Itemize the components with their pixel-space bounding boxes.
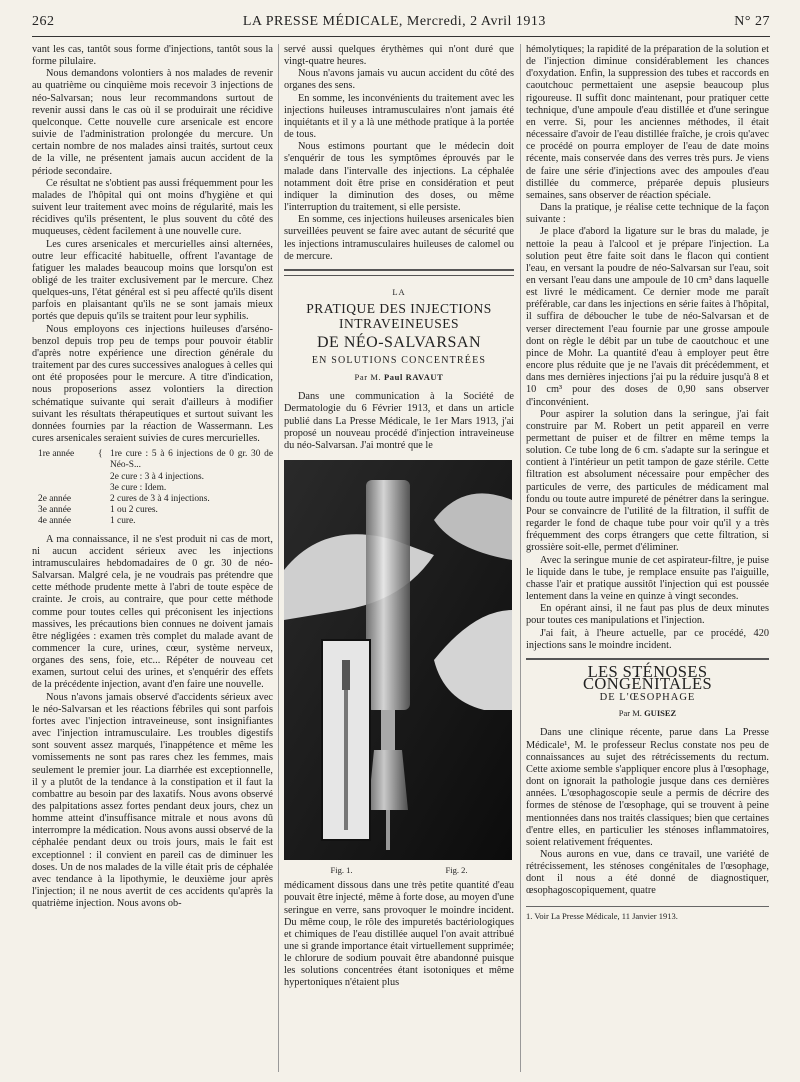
journal-title: LA PRESSE MÉDICALE, Mercredi, 2 Avril 1913 [242, 14, 546, 29]
title-article: LA [392, 286, 406, 297]
figure-photo [284, 460, 512, 860]
paragraph: Pour aspirer la solution dans la seringue, j'ai fait construire par M. Robert un petit appareil en verre permettant de puiser et de filtrer en même temps la solution. Ce tube long de 6 cm. s'adapte sur la seringue et contient à l'intérieur un petit tampon de gaze stérile. Cette filtration est absolument nécessaire pour empêcher des particules de verre, des particules de médicament mal fondu ou toute autre impureté de pénétrer dans la seringue. Pour se convaincre de l'utilité de la filtration, il suffit de regarder le fond de chaque tube pour voir qu'il y a très fréquemment des corps étrangers que cette filtration, si grossière soit-elle, permet d'éliminer. [526, 408, 769, 554]
paragraph: Nous n'avons jamais vu aucun accident du côté des organes des sens. [284, 68, 514, 92]
paragraph: Ce résultat ne s'obtient pas aussi fréquemment pour les malades de l'hôpital qui ont moins d'hygiène et qui suivent leur traitement avec moins de régularité, mais les récidives qu'ils présentent, le plus souvent du côté des muqueuses, cèdent facilement à une nouvelle cure. [32, 177, 273, 238]
paragraph: Dans une communication à la Société de Dermatologie du 6 Février 1913, et dans un article publié dans La Presse Médicale, le 1er Mars 1913, j'ai proposé un nouveau procédé d'injection intraveineuse du néo-Salvarsan. J'ai montré que le [284, 391, 514, 451]
paragraph: médicament dissous dans une très petite quantité d'eau pouvait être injecté, même à forte dose, au moyen d'une seringue en verre, sans provoquer le moindre incident. Du même coup, le rôle des impuretés bactériologiques et chimiques de l'eau distillée auquel l'on avait attribué une si grande importance était virtuellement supprimée; le chlorure de sodium pouvait être abandonné puisque les solutions concentrées étant isotoniques et même hypertoniques n'étaient plus [284, 880, 514, 989]
syringe-photo-illustration [284, 460, 512, 860]
page-number: 262 [32, 14, 55, 29]
article2-subtitle: DE L'ŒSOPHAGE [599, 692, 696, 704]
schedule-year: 4e année [38, 516, 72, 527]
issue-number: N° 27 [734, 14, 770, 29]
paragraph: J'ai fait, à l'heure actuelle, par ce procédé, 420 injections sans le moindre incident. [526, 627, 769, 651]
paragraph: Je place d'abord la ligature sur le bras du malade, je nettoie la peau à l'alcool et je prépare l'injection. La solution peut être faite soit dans le flacon qui contient l'eau, en versant la poudre de néo-Salvarsan sur l'eau, soit en versant l'eau dans une ampoule de 10 cm³ dans laquelle est livré le médicament. Ce dernier mode me paraît préférable, car dans les injections en série faites à l'hôpital, il suffira de déboucher le tube de néo-Salvarsan et de verser directement l'eau fournie par une grosse ampoule dont on règle le débit par un tube de caoutchouc et une pince de Mohr. La quantité d'eau à employer peut être encore plus réduite que je ne l'avais dit précédemment, et dans mes dernières injections j'ai pu la réduire jusqu'à 8 et 10 cm³ pour des doses de 0,90 sans observer d'inconvénient. [526, 226, 769, 408]
paragraph: Nous aurons en vue, dans ce travail, une variété de rétrécissement, les sténoses congénitales de l'œsophage, dont il nous a été donné de diagnostiquer, œsophagoscopiquement, quatre [526, 849, 769, 897]
paragraph: A ma connaissance, il ne s'est produit ni cas de mort, ni aucun accident sérieux avec les injections intramusculaires hebdomadaires de 0 gr. 30 de néo-Salvarsan. Malgré cela, je ne voudrais pas prétendre que cette méthode prudente mette à l'abri de toute espèce de crainte. Je crois, au contraire, que pour cette méthode comme pour toutes celles qui préconisent les injections massives, les précautions bien connues ne doivent jamais être négligées : examen très complet du malade avant de commencer la cure, urines, cœur, système nerveux, organes des sens, foie, etc... Répéter de nouveau cet examen, surtout celui des urines, et s'enquérir des effets de la précédente injection, avant d'en faire une nouvelle. [32, 533, 273, 691]
paragraph: Avec la seringue munie de cet aspirateur-filtre, je puise le liquide dans le tube, je remplace ensuite pas l'aiguille, chasse l'air et pratique aussitôt l'injection qui est poussée lentement dans la veine en quinze à vingt secondes. [526, 554, 769, 603]
paragraph: Nous n'avons jamais observé d'accidents sérieux avec le néo-Salvarsan et les réactions fébriles qui sont parfois fortes avec l'injection intraveineuse, sont insignifiantes avec l'injection intramusculaire. Les troubles digestifs sont souvent assez marqués, l'inappétence et même les vomissements ne sont pas rares chez les femmes, mais seulement le premier jour. La diarrhée est exceptionnelle, il y a plutôt de la tendance à la constipation et il faut la combattre au besoin par des laxatifs. Nous avons observé des palpitations assez fortes pendant deux jours, chez un homme atteint d'insuffisance mitrale et nous avons dû interrompre la médication. Nous avons aussi observé de la céphalée pendant deux ou trois jours, mais le fait est exceptionnel : il convient en pareil cas de diminuer les doses. Un de nos malades de la ville était pris de céphalée avec tendance à la lipothymie, le deuxième jour après l'injection; il ne nous avertit de ces accidents qu'après la quatrième injection. Nous avons ob- [32, 691, 273, 910]
paragraph: servé aussi quelques érythèmes qui n'ont duré que vingt-quatre heures. [284, 44, 514, 68]
figure-captions [284, 864, 514, 876]
schedule-item: 2 cures de 3 à 4 injections. [110, 493, 210, 504]
article-title-block [284, 286, 514, 383]
paragraph: Nous estimons pourtant que le médecin doit s'enquérir de tous les symptômes éprouvés par le malade dans l'intervalle des injections. La céphalée notamment doit être prise en considération et peut indiquer la diminution des doses, ou même l'interruption du traitement, si elle persiste. [284, 141, 514, 214]
figure-caption: Fig. 2. [445, 865, 468, 876]
article-title-line2: DE NÉO-SALVARSAN [316, 333, 482, 351]
schedule-row [32, 516, 273, 527]
article-title-line1: PRATIQUE DES INJECTIONS INTRAVEINEUSES [306, 300, 492, 331]
treatment-schedule [32, 449, 273, 527]
paragraph: En somme, les inconvénients du traitement avec les injections huileuses intramusculaires n'ont jamais été inquiétants et il y a là une méthode pratique à la portée de tous. [284, 92, 514, 141]
schedule-year: 2e année [38, 493, 72, 504]
schedule-item: 1 ou 2 cures. [110, 505, 158, 516]
schedule-item: 1re cure : 5 à 6 injections de 0 gr. 30 de Néo-S... [110, 449, 273, 471]
column-divider [278, 44, 279, 1072]
section-rule [284, 275, 514, 276]
paragraph: Dans la pratique, je réalise cette technique de la façon suivante : [526, 202, 769, 226]
header-rule [32, 36, 770, 37]
section-rule [284, 269, 514, 271]
paragraph: Nous employons ces injections huileuses d'arséno-benzol depuis trop peu de temps pour pouvoir établir d'après notre expérience une direction générale du traitement par des cures successives analogues à celles qui ont été proposées pour le mercure. A titre d'indication, nous proposerions assez volontiers la direction schématique suivante qui serait d'ailleurs à modifier suivant les résultats thérapeutiques et surtout suivant les données fournies par la réaction de Wassermann. Les cures arsenicales seraient suivies de cures mercurielles. [32, 323, 273, 444]
middle-column [284, 44, 514, 1074]
article2-title: LES STÉNOSES CONGÉNITALES [582, 661, 713, 693]
article-author: Par M. Paul RAVAUT [354, 372, 444, 383]
footnote: 1. Voir La Presse Médicale, 11 Janvier 1913. [526, 906, 769, 922]
article-subtitle: EN SOLUTIONS CONCENTRÉES [311, 354, 487, 366]
schedule-row [32, 505, 273, 516]
schedule-row [32, 494, 273, 505]
paragraph: hémolytiques; la rapidité de la préparation de la solution et de l'injection diminue considérablement les chances d'oxydation. Enfin, la suppression des tubes et raccords en caoutchouc permettaient une asepsie beaucoup plus rigoureuse. Il suffit donc maintenant, pour pratiquer cette technique, d'une ampoule d'eau distillée et d'une seringue en verre. Si, pour les anciennes méthodes, il était nécessaire d'avoir de l'eau distillée fraîche, je crois qu'avec ce procédé on pourra employer de l'eau de date moins récente, mais conservée dans des verres très purs. Je viens de faire une série d'injections avec des ampoules d'eau distillée du commerce, préparée depuis plusieurs semaines, sans observer de réaction spéciale. [526, 44, 769, 201]
paragraph: En somme, ces injections huileuses arsenicales bien surveillées peuvent se faire avec autant de sécurité que les injections intramusculaires huileuses de calomel ou de mercure. [284, 214, 514, 262]
right-column [526, 44, 769, 1074]
paragraph: En opérant ainsi, il ne faut pas plus de deux minutes pour toutes ces manipulations et l'injection. [526, 603, 769, 627]
paragraph: Dans une clinique récente, parue dans La Presse Médicale¹, M. le professeur Reclus constate nos peu de connaissances au sujet des rétrécissements du rectum. Cette axiome semble s'appliquer encore plus à l'œsophage, dont on ignorait la pathologie jusque dans ces dernières années. L'œsophagoscopie seule a permis de décrire des formes de sténose de l'œsophage, qui se trouvent à peine mentionnées dans nos traités classiques; bien que certaines d'entre elles, en particulier les sténoses inflammatoires, soient relativement fréquentes. [526, 727, 769, 848]
schedule-item: 3e cure : Idem. [110, 482, 167, 493]
figure-caption: Fig. 1. [330, 865, 353, 876]
schedule-item: 1 cure. [110, 516, 136, 527]
schedule-year: 3e année [38, 505, 72, 516]
brace: { [98, 449, 103, 460]
article2-author: Par M. GUISEZ [618, 708, 677, 719]
schedule-row [32, 449, 273, 494]
left-column [32, 44, 273, 1074]
schedule-year: 1re année [38, 449, 75, 460]
column-divider [520, 44, 521, 1072]
paragraph: vant les cas, tantôt sous forme d'injections, tantôt sous la forme pilulaire. [32, 44, 273, 68]
schedule-item: 2e cure : 3 à 4 injections. [110, 471, 204, 482]
section-rule [526, 658, 769, 660]
paragraph: Nous demandons volontiers à nos malades de revenir au quatrième ou cinquième mois recevoir 3 injections de néo-Salvarsan; nous leur recommandons surtout de revenir aussi dans le cas où il se produirait une récidive quelconque. Cette nouvelle cure arsenicale est encore suivie de l'administration prolongée du mercure. Un certain nombre de nos malades ainsi traités, surtout ceux de la ville, ne présentent jamais aucun accident de la période secondaire. [32, 68, 273, 177]
paragraph: Les cures arsenicales et mercurielles ainsi alternées, outre leur efficacité habituelle, offrent l'avantage de fatiguer les malades beaucoup moins que lorsqu'on est obligé de les traiter exclusivement par le mercure. Chez quelques-uns, l'état général est si peu affecté qu'ils disent parfois en plaisantant qu'ils ne se sont jamais mieux portés que depuis qu'ils se traitent pour leur syphilis. [32, 238, 273, 323]
page-header [32, 14, 770, 34]
